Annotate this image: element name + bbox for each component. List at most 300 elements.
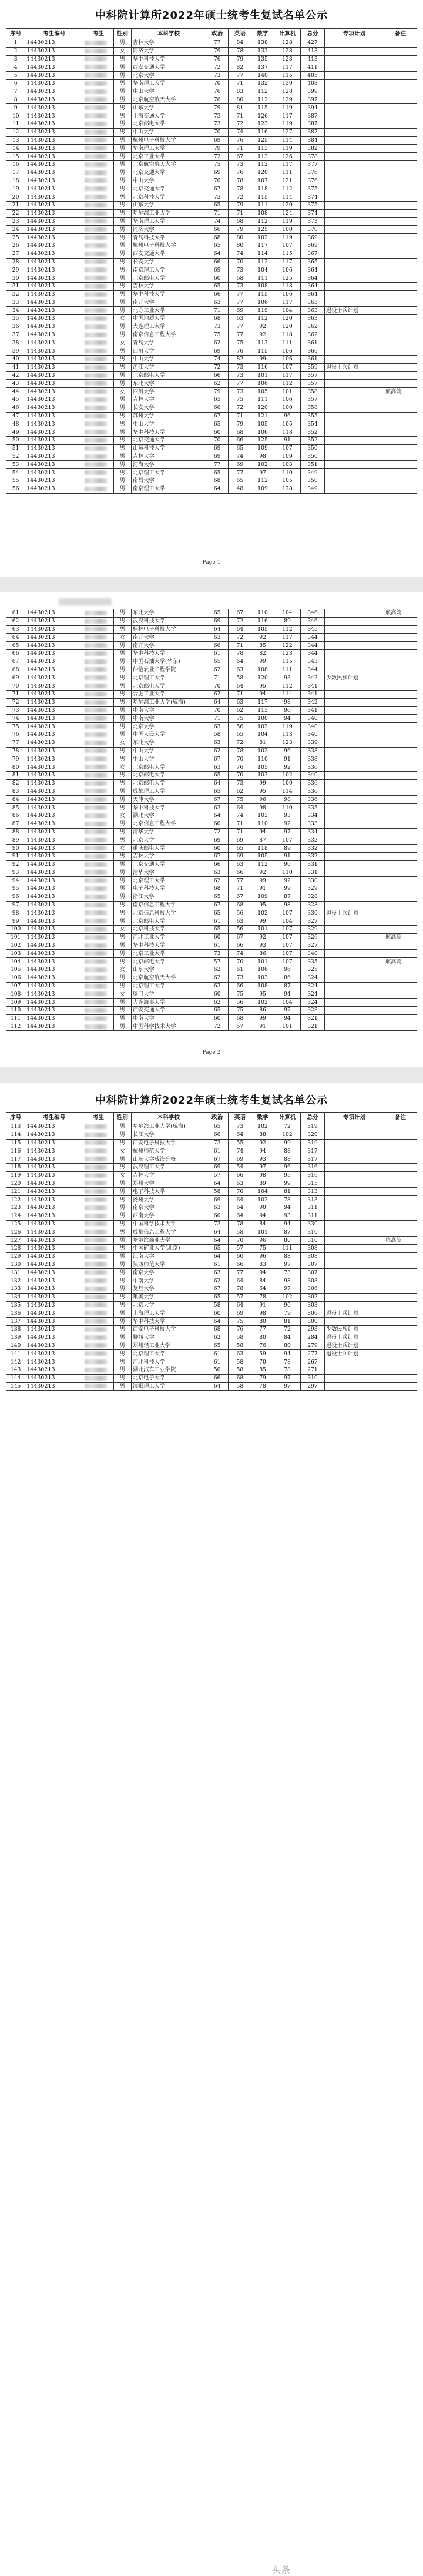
redaction-blur — [85, 708, 107, 712]
cell-total: 340 — [301, 723, 325, 731]
cell-remark — [384, 642, 417, 650]
cell-remark — [384, 274, 417, 283]
cell-math: 112 — [251, 88, 274, 96]
cell-special-plan — [324, 96, 384, 104]
table-header-row — [6, 1113, 417, 1123]
cell-english: 78 — [229, 649, 251, 658]
cell-exam-id: 14430213 — [25, 469, 83, 477]
cell-total: 336 — [301, 788, 325, 796]
cell-total: 377 — [301, 160, 325, 169]
cell-computer: 119 — [274, 234, 300, 242]
cell-rank: 69 — [6, 674, 25, 682]
cell-gender: 男 — [113, 1358, 131, 1366]
cell-gender: 男 — [113, 250, 131, 258]
cell-special-plan — [324, 852, 384, 860]
table-row — [6, 820, 417, 828]
cell-special-plan — [324, 634, 384, 642]
cell-name-redacted — [83, 788, 114, 796]
cell-rank: 32 — [6, 290, 25, 299]
redaction-blur — [85, 1368, 107, 1372]
redaction-blur — [85, 1376, 107, 1381]
cell-rank: 145 — [6, 1382, 25, 1391]
cell-english: 64 — [229, 625, 251, 634]
cell-politics: 70 — [206, 177, 229, 185]
cell-math: 80 — [251, 1318, 274, 1326]
cell-remark — [384, 477, 417, 485]
cell-total: 311 — [301, 1204, 325, 1212]
cell-math: 81 — [251, 739, 274, 747]
cell-total: 327 — [301, 917, 325, 926]
cell-gender: 男 — [113, 723, 131, 731]
cell-remark — [384, 193, 417, 202]
page-number: Page 2 — [202, 1050, 221, 1056]
cell-remark — [384, 299, 417, 307]
cell-computer: 80 — [274, 1342, 300, 1350]
cell-exam-id: 14430213 — [25, 339, 83, 347]
cell-school: 哈尔滨工业大学(威海) — [131, 1123, 206, 1131]
cell-total: 277 — [301, 1350, 325, 1358]
table-header-row — [6, 29, 417, 39]
cell-math: 112 — [251, 315, 274, 323]
cell-special-plan — [324, 885, 384, 893]
cell-politics: 69 — [206, 453, 229, 461]
cell-computer: 87 — [274, 893, 300, 901]
cell-gender: 男 — [113, 234, 131, 242]
cell-total: 330 — [301, 1220, 325, 1228]
table-row — [6, 1285, 417, 1293]
cell-exam-id: 14430213 — [25, 274, 83, 283]
cell-remark: 航高院 — [384, 388, 417, 396]
cell-rank: 55 — [6, 477, 25, 485]
cell-total: 313 — [301, 1196, 325, 1204]
cell-gender: 男 — [113, 1196, 131, 1204]
table-row — [6, 136, 417, 145]
redaction-blur — [85, 1278, 107, 1283]
cell-computer: 118 — [274, 282, 300, 290]
cell-computer: 91 — [274, 437, 300, 445]
cell-total: 315 — [301, 1180, 325, 1188]
cell-computer: 110 — [274, 469, 300, 477]
redaction-blur — [85, 487, 107, 491]
cell-math: 106 — [251, 966, 274, 974]
cell-school: 苏州大学 — [131, 412, 206, 420]
cell-remark — [384, 380, 417, 388]
cell-special-plan — [324, 323, 384, 331]
redaction-blur — [85, 935, 107, 940]
cell-school: 西安交通大学 — [131, 1007, 206, 1015]
cell-math: 108 — [251, 209, 274, 217]
redaction-blur — [85, 943, 107, 948]
redaction-blur — [85, 789, 107, 793]
cell-special-plan — [324, 226, 384, 234]
table-row — [6, 234, 417, 242]
cell-gender: 男 — [113, 307, 131, 315]
cell-english: 57 — [229, 1293, 251, 1301]
cell-politics: 63 — [206, 869, 229, 877]
cell-total: 344 — [301, 666, 325, 674]
cell-remark — [384, 1131, 417, 1139]
cell-gender: 男 — [113, 469, 131, 477]
cell-politics: 66 — [206, 290, 229, 299]
cell-exam-id: 14430213 — [25, 885, 83, 893]
cell-name-redacted — [83, 1014, 114, 1023]
table-row — [6, 739, 417, 747]
cell-special-plan: 退役士兵计划 — [324, 909, 384, 917]
cell-computer: 86 — [274, 974, 300, 982]
cell-english: 75 — [229, 396, 251, 404]
cell-gender: 男 — [113, 39, 131, 48]
table-row — [6, 1244, 417, 1252]
cell-english: 84 — [229, 39, 251, 48]
cell-total: 324 — [301, 974, 325, 982]
redaction-blur — [85, 381, 107, 386]
cell-special-plan — [324, 649, 384, 658]
cell-total: 375 — [301, 185, 325, 193]
cell-remark — [384, 217, 417, 226]
redaction-blur — [85, 1157, 107, 1161]
cell-gender: 男 — [113, 779, 131, 788]
cell-english: 78 — [229, 1285, 251, 1293]
cell-exam-id: 14430213 — [25, 706, 83, 715]
cell-remark — [384, 698, 417, 706]
cell-total: 324 — [301, 990, 325, 999]
cell-gender: 女 — [113, 388, 131, 396]
cell-math: 77 — [251, 1325, 274, 1334]
cell-school: 山东大学 — [131, 966, 206, 974]
redaction-blur — [85, 797, 107, 802]
cell-computer: 105 — [274, 420, 300, 428]
cell-total: 332 — [301, 845, 325, 853]
cell-name-redacted — [83, 942, 114, 950]
cell-special-plan — [324, 290, 384, 299]
cell-math: 117 — [251, 242, 274, 250]
cell-special-plan — [324, 404, 384, 412]
cell-school: 北京邮电大学 — [131, 771, 206, 779]
table-row — [6, 852, 417, 860]
cell-english: 73 — [229, 974, 251, 982]
cell-politics: 79 — [206, 47, 229, 55]
redaction-blur — [85, 406, 107, 410]
cell-remark — [384, 974, 417, 982]
cell-name-redacted — [83, 642, 114, 650]
cell-school: 南开大学 — [131, 634, 206, 642]
cell-name-redacted — [83, 634, 114, 642]
cell-exam-id: 14430213 — [25, 160, 83, 169]
cell-name-redacted — [83, 845, 114, 853]
cell-remark — [384, 771, 417, 779]
cell-gender: 男 — [113, 658, 131, 666]
cell-total: 387 — [301, 128, 325, 136]
cell-total: 351 — [301, 461, 325, 469]
redaction-blur — [85, 732, 107, 737]
cell-computer: 110 — [274, 869, 300, 877]
table-row — [6, 323, 417, 331]
redaction-blur — [85, 870, 107, 875]
cell-math: 102 — [251, 234, 274, 242]
cell-math: 84 — [251, 1220, 274, 1228]
cell-remark — [384, 731, 417, 739]
cell-computer: 87 — [274, 1228, 300, 1237]
table-row — [6, 315, 417, 323]
cell-computer: 120 — [274, 201, 300, 209]
cell-special-plan — [324, 1123, 384, 1131]
cell-school: 清华大学 — [131, 828, 206, 836]
cell-math: 80 — [251, 1334, 274, 1342]
redaction-blur — [85, 692, 107, 696]
cell-rank: 62 — [6, 617, 25, 625]
table-row — [6, 609, 417, 618]
cell-remark — [384, 1309, 417, 1318]
cell-name-redacted — [83, 1366, 114, 1374]
cell-computer: 112 — [274, 185, 300, 193]
cell-politics: 66 — [206, 860, 229, 869]
cell-gender: 男 — [113, 128, 131, 136]
cell-name-redacted — [83, 812, 114, 820]
cell-total: 308 — [301, 1252, 325, 1261]
cell-politics: 64 — [206, 812, 229, 820]
cell-remark — [384, 128, 417, 136]
cell-exam-id: 14430213 — [25, 715, 83, 723]
cell-exam-id: 14430213 — [25, 193, 83, 202]
cell-total: 427 — [301, 39, 325, 48]
cell-politics: 67 — [206, 1155, 229, 1164]
cell-english: 69 — [229, 852, 251, 860]
cell-rank: 70 — [6, 682, 25, 691]
cell-name-redacted — [83, 1293, 114, 1301]
cell-exam-id: 14430213 — [25, 380, 83, 388]
cell-school: 重庆邮电大学 — [131, 845, 206, 853]
cell-rank: 89 — [6, 836, 25, 845]
cell-math: 113 — [251, 145, 274, 153]
redaction-blur — [85, 748, 107, 753]
redaction-blur — [85, 1238, 107, 1242]
header-english: 英语 — [229, 1113, 251, 1123]
cell-name-redacted — [83, 1212, 114, 1220]
cell-computer: 126 — [274, 153, 300, 161]
cell-total: 413 — [301, 55, 325, 63]
cell-computer: 94 — [274, 1220, 300, 1228]
cell-gender: 男 — [113, 1374, 131, 1382]
cell-math: 112 — [251, 477, 274, 485]
cell-gender: 男 — [113, 1007, 131, 1015]
cell-english: 62 — [229, 706, 251, 715]
cell-math: 91 — [251, 1301, 274, 1309]
cell-math: 87 — [251, 836, 274, 845]
cell-exam-id: 14430213 — [25, 477, 83, 485]
cell-politics: 72 — [206, 1023, 229, 1031]
cell-politics: 67 — [206, 796, 229, 804]
cell-name-redacted — [83, 299, 114, 307]
table-row — [6, 649, 417, 658]
cell-english: 82 — [229, 356, 251, 364]
cell-exam-id: 14430213 — [25, 666, 83, 674]
cell-name-redacted — [83, 1358, 114, 1366]
cell-english: 80 — [229, 96, 251, 104]
cell-remark — [384, 1269, 417, 1277]
cell-rank: 140 — [6, 1342, 25, 1350]
cell-exam-id: 14430213 — [25, 153, 83, 161]
redaction-blur — [85, 1230, 107, 1234]
cell-gender: 男 — [113, 1123, 131, 1131]
cell-total: 354 — [301, 420, 325, 428]
cell-rank: 88 — [6, 828, 25, 836]
cell-english: 70 — [229, 958, 251, 966]
cell-gender: 男 — [113, 1293, 131, 1301]
cell-remark — [384, 1023, 417, 1031]
table-row — [6, 958, 417, 966]
cell-school: 北京工业大学 — [131, 950, 206, 958]
table-row — [6, 47, 417, 55]
redaction-blur — [85, 1335, 107, 1340]
redaction-blur — [85, 1148, 107, 1153]
cell-math: 133 — [251, 47, 274, 55]
cell-politics: 68 — [206, 234, 229, 242]
cell-special-plan — [324, 299, 384, 307]
cell-total: 321 — [301, 1014, 325, 1023]
cell-school: 北京工业大学 — [131, 153, 206, 161]
cell-exam-id: 14430213 — [25, 958, 83, 966]
cell-total: 319 — [301, 1139, 325, 1147]
cell-exam-id: 14430213 — [25, 428, 83, 437]
cell-rank: 46 — [6, 404, 25, 412]
cell-name-redacted — [83, 885, 114, 893]
redaction-blur — [85, 1295, 107, 1299]
cell-gender: 男 — [113, 299, 131, 307]
cell-remark — [384, 1123, 417, 1131]
redaction-blur — [85, 308, 107, 313]
cell-politics: 65 — [206, 242, 229, 250]
cell-computer: 81 — [274, 1318, 300, 1326]
cell-school: 中国地质大学 — [131, 315, 206, 323]
cell-name-redacted — [83, 380, 114, 388]
cell-politics: 64 — [206, 250, 229, 258]
cell-special-plan — [324, 315, 384, 323]
cell-school: 吉林大学 — [131, 282, 206, 290]
header-computer: 计算机 — [274, 29, 300, 39]
cell-name-redacted — [83, 55, 114, 63]
cell-school: 浙江大学 — [131, 363, 206, 371]
table-row — [6, 356, 417, 364]
table-row — [6, 982, 417, 990]
cell-rank: 42 — [6, 371, 25, 380]
cell-remark — [384, 1188, 417, 1196]
cell-english: 68 — [229, 1014, 251, 1023]
cell-total: 339 — [301, 739, 325, 747]
cell-english: 63 — [229, 1350, 251, 1358]
cell-special-plan — [324, 1007, 384, 1015]
cell-computer: 107 — [274, 958, 300, 966]
cell-school: 复旦大学 — [131, 1285, 206, 1293]
cell-name-redacted — [83, 950, 114, 958]
cell-rank: 52 — [6, 453, 25, 461]
cell-remark — [384, 177, 417, 185]
cell-english: 63 — [229, 698, 251, 706]
redaction-blur — [85, 741, 107, 745]
cell-special-plan — [324, 1023, 384, 1031]
cell-name-redacted — [83, 274, 114, 283]
cell-gender: 男 — [113, 290, 131, 299]
redaction-blur — [85, 259, 107, 264]
cell-remark — [384, 788, 417, 796]
cell-school: 中南大学 — [131, 1277, 206, 1285]
cell-remark — [384, 1155, 417, 1164]
cell-english: 74 — [229, 1147, 251, 1155]
cell-english: 77 — [229, 72, 251, 80]
cell-name-redacted — [83, 185, 114, 193]
cell-exam-id: 14430213 — [25, 869, 83, 877]
cell-computer: 111 — [274, 666, 300, 674]
cell-name-redacted — [83, 266, 114, 274]
table-row — [6, 201, 417, 209]
cell-name-redacted — [83, 926, 114, 934]
cell-rank: 139 — [6, 1334, 25, 1342]
cell-name-redacted — [83, 388, 114, 396]
cell-school: 东北大学 — [131, 380, 206, 388]
header-school: 本科学校 — [131, 1113, 206, 1123]
cell-name-redacted — [83, 307, 114, 315]
cell-computer: 92 — [274, 877, 300, 885]
cell-english: 72 — [229, 404, 251, 412]
table-row — [6, 933, 417, 942]
cell-politics: 57 — [206, 1171, 229, 1180]
cell-school: 华中科技大学 — [131, 55, 206, 63]
cell-school: 华南理工大学 — [131, 145, 206, 153]
cell-special-plan — [324, 642, 384, 650]
cell-math: 84 — [251, 1277, 274, 1285]
cell-exam-id: 14430213 — [25, 1155, 83, 1164]
cell-remark — [384, 739, 417, 747]
table-row — [6, 909, 417, 917]
cell-total: 334 — [301, 812, 325, 820]
cell-gender: 男 — [113, 169, 131, 177]
cell-rank: 5 — [6, 72, 25, 80]
cell-math: 86 — [251, 1007, 274, 1015]
cell-math: 95 — [251, 901, 274, 909]
cell-math: 117 — [251, 698, 274, 706]
table-row — [6, 1163, 417, 1171]
cell-computer: 128 — [274, 485, 300, 493]
cell-special-plan — [324, 453, 384, 461]
cell-exam-id: 14430213 — [25, 136, 83, 145]
cell-special-plan — [324, 690, 384, 698]
cell-remark — [384, 356, 417, 364]
cell-school: 华中科技大学 — [131, 428, 206, 437]
table-row — [6, 404, 417, 412]
cell-special-plan — [324, 1293, 384, 1301]
cell-gender: 女 — [113, 634, 131, 642]
cell-english: 77 — [229, 877, 251, 885]
cell-english: 70 — [229, 1237, 251, 1245]
cell-exam-id: 14430213 — [25, 1014, 83, 1023]
cell-special-plan — [324, 72, 384, 80]
cell-name-redacted — [83, 112, 114, 120]
cell-exam-id: 14430213 — [25, 658, 83, 666]
cell-special-plan — [324, 755, 384, 763]
cell-name-redacted — [83, 209, 114, 217]
header-exam-id: 考生编号 — [25, 29, 83, 39]
cell-english: 71 — [229, 820, 251, 828]
cell-gender: 男 — [113, 1269, 131, 1277]
cell-math: 106 — [251, 299, 274, 307]
cell-special-plan — [324, 1147, 384, 1155]
cell-remark — [384, 1350, 417, 1358]
cell-computer: 102 — [274, 1293, 300, 1301]
cell-remark — [384, 950, 417, 958]
cell-gender: 男 — [113, 625, 131, 634]
cell-special-plan — [324, 282, 384, 290]
table-row — [6, 942, 417, 950]
cell-english: 76 — [229, 169, 251, 177]
